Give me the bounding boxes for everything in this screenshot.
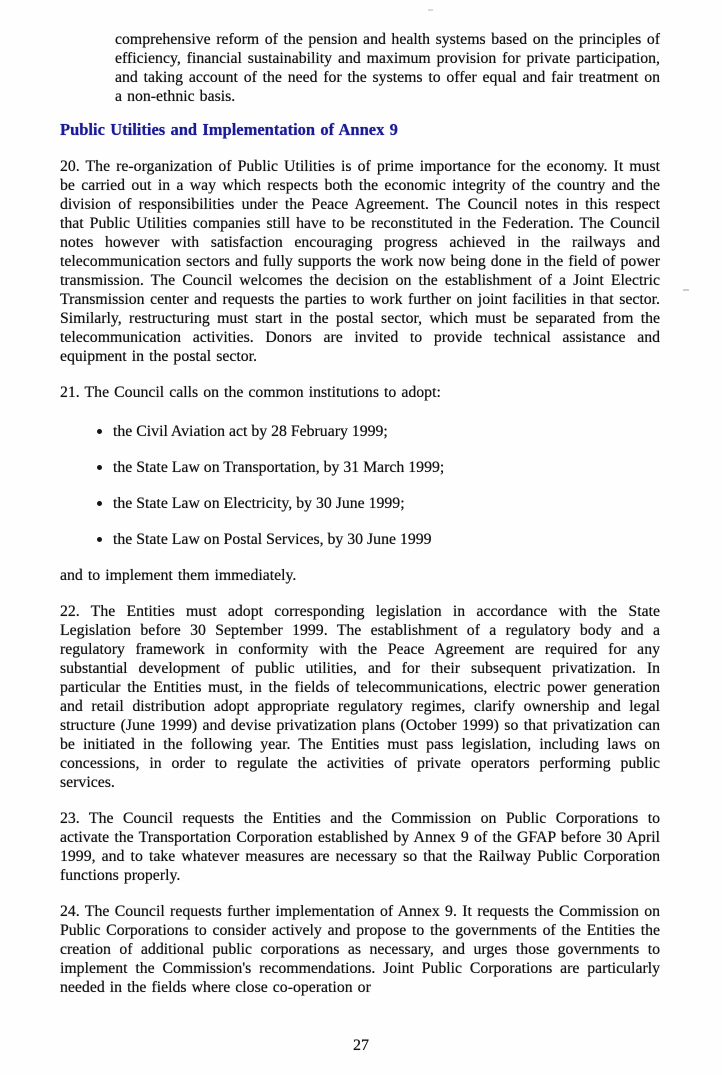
- paragraph-23: 23. The Council requests the Entities and the Commission on Public Corporations to activate the Transportation Corporation established by Annex 9 of the GFAP before 30 April 1999, and to take whatever measures are necessary so that the Railway Public Corporation functions properly.: [60, 810, 660, 884]
- paragraph-21-closing: and to implement them immediately.: [60, 567, 297, 584]
- bullet-item-text: the State Law on Transportation, by 31 March 1999;: [113, 459, 445, 476]
- scan-artifact-right: [683, 289, 689, 291]
- paragraph-21-intro: 21. The Council calls on the common institutions to adopt:: [60, 384, 441, 401]
- bullet-icon: [97, 501, 102, 506]
- section-heading: Public Utilities and Implementation of Annex 9: [60, 120, 398, 139]
- paragraph-24: 24. The Council requests further implementation of Annex 9. It requests the Commission on Public Corporations to consider actively and propose to the governments of the Entities the creation of additional public corporations as necessary, and urges those governments to implement the Commission's recommendations. Joint Public Corporations are particularly needed in the fields where close co-operation or: [60, 903, 660, 996]
- bullet-item: [113, 458, 660, 477]
- text-block: [60, 30, 660, 1014]
- paragraph-20: 20. The re-organization of Public Utilities is of prime importance for the economy. It must be carried out in a way which respects both the economic integrity of the country and the division of responsibilities under the Peace Agreement. The Council notes in this respect that Public Utilities companies still have to be reconstituted in the Federation. The Council notes however with satisfaction encouraging progress achieved in the railways and telecommunication sectors and fully supports the work now being done in the field of power transmission. The Council welcomes the decision on the establishment of a Joint Electric Transmission center and requests the parties to work further on joint facilities in that sector. Similarly, restructuring must start in the postal sector, which must be separated from the telecommunication activities. Donors are invited to provide technical assistance and equipment in the postal sector.: [60, 158, 660, 365]
- bullet-item: [113, 494, 660, 513]
- bullet-list: [60, 422, 660, 549]
- paragraph-22: 22. The Entities must adopt corresponding legislation in accordance with the State Legislation before 30 September 1999. The establishment of a regulatory body and a regulatory framework in conformity with the Peace Agreement are required for any substantial development of public utilities, and for their subsequent privatization. In particular the Entities must, in the fields of telecommunications, electric power generation and retail distribution adopt appropriate regulatory regimes, clarify ownership and legal structure (June 1999) and devise privatization plans (October 1999) so that privatization can be initiated in the following year. The Entities must pass legislation, including laws on concessions, in order to regulate the activities of private operators performing public services.: [60, 603, 660, 791]
- continuation-paragraph: comprehensive reform of the pension and health systems based on the principles of efficiency, financial sustainability and maximum provision for private participation, and taking account of the need for the systems to offer equal and fair treatment on a non-ethnic basis.: [115, 31, 660, 105]
- bullet-item: [113, 530, 660, 549]
- bullet-item-text: the State Law on Postal Services, by 30 June 1999: [113, 531, 432, 548]
- bullet-icon: [97, 465, 102, 470]
- bullet-item-text: the Civil Aviation act by 28 February 1999;: [113, 423, 388, 440]
- scan-artifact-top: [428, 9, 433, 11]
- bullet-icon: [97, 429, 102, 434]
- bullet-item: [113, 422, 660, 441]
- bullet-icon: [97, 537, 102, 542]
- bullet-item-text: the State Law on Electricity, by 30 June 1999;: [113, 495, 405, 512]
- page-number: 27: [353, 1037, 369, 1054]
